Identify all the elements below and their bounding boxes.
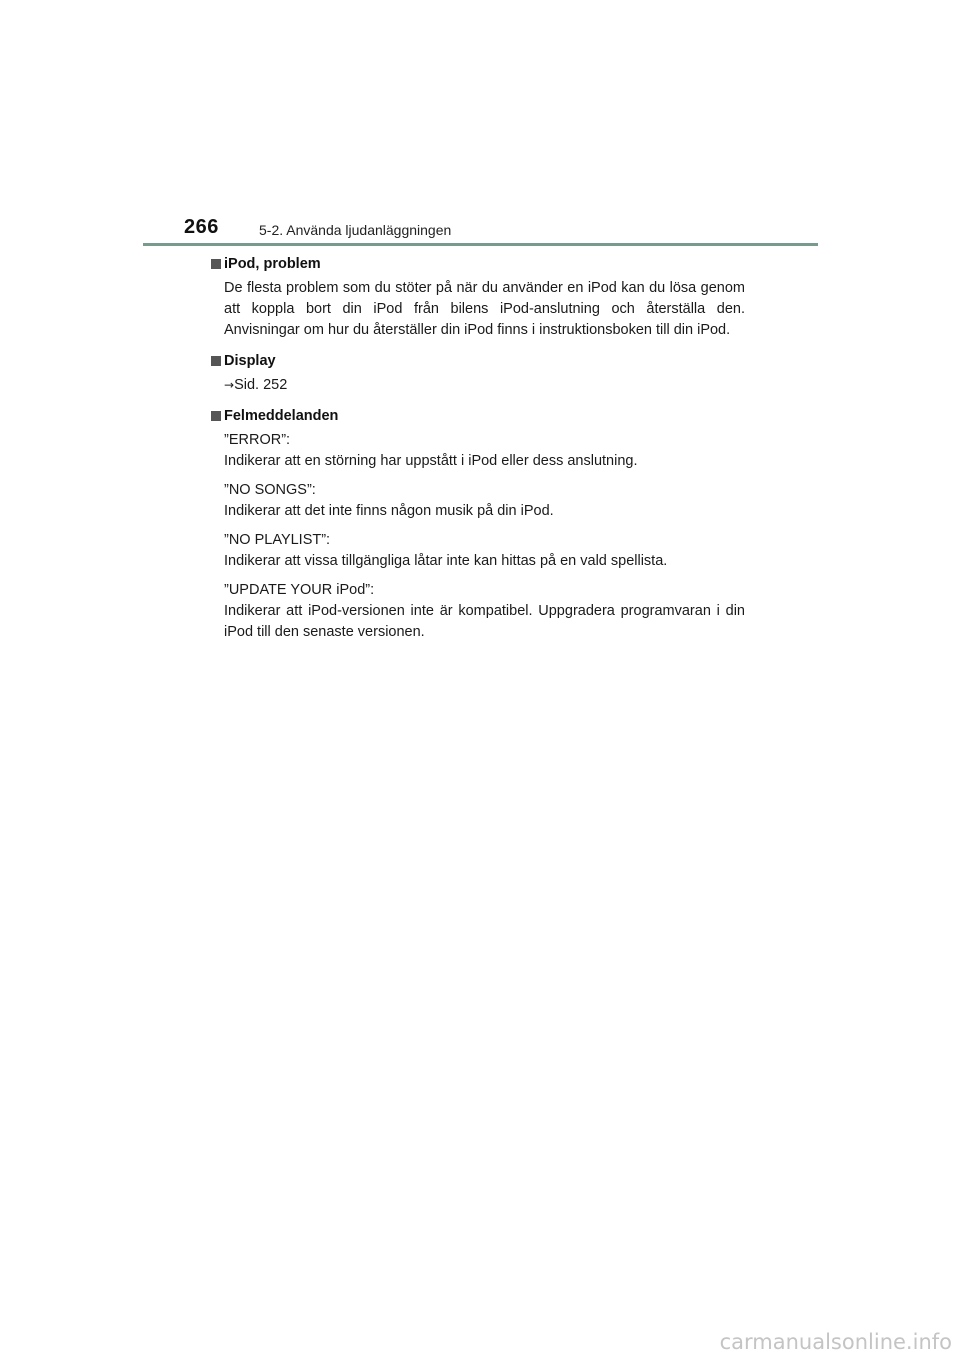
section-display <box>211 351 745 396</box>
error-description: Indikerar att det inte finns någon musik på din iPod. <box>224 503 554 519</box>
section-heading <box>211 351 745 372</box>
error-code: ”ERROR”: <box>224 432 291 448</box>
heading-text: Display <box>224 353 276 369</box>
heading-text: iPod, problem <box>224 256 321 272</box>
section-title: 5-2. Använda ljudanläggningen <box>259 222 452 238</box>
heading-text: Felmeddelanden <box>224 408 339 424</box>
error-description: Indikerar att en störning har uppstått i iPod eller dess anslutning. <box>224 453 638 469</box>
header-divider <box>143 243 818 246</box>
error-message-item <box>224 430 745 472</box>
reference-text: Sid. 252 <box>234 377 288 393</box>
arrow-right-icon: → <box>224 378 235 392</box>
error-description: Indikerar att iPod-versionen inte är kompatibel. Uppgradera programvaran i din iPod till den senaste versionen. <box>224 603 745 640</box>
section-heading <box>211 254 745 275</box>
error-message-item <box>224 580 745 643</box>
error-code: ”UPDATE YOUR iPod”: <box>224 582 375 598</box>
error-code: ”NO PLAYLIST”: <box>224 532 331 548</box>
square-bullet-icon <box>211 411 221 421</box>
paragraph: De flesta problem som du stöter på när du använder en iPod kan du lösa genom att koppla bort din iPod från bilens iPod-anslutning och återställa den. Anvisningar om hur du återställer din iPod finns i instruktionsboken till din iPod. <box>224 280 745 338</box>
page-number: 266 <box>184 216 219 238</box>
section-error-messages <box>211 406 745 643</box>
error-message-item <box>224 480 745 522</box>
page-header <box>184 214 744 244</box>
watermark: carmanualsonline.info <box>719 1330 952 1354</box>
page-content <box>211 254 745 653</box>
error-message-item <box>224 530 745 572</box>
square-bullet-icon <box>211 259 221 269</box>
error-description: Indikerar att vissa tillgängliga låtar inte kan hittas på en vald spellista. <box>224 553 668 569</box>
section-heading <box>211 406 745 427</box>
square-bullet-icon <box>211 356 221 366</box>
page-reference[interactable] <box>224 375 745 396</box>
error-code: ”NO SONGS”: <box>224 482 316 498</box>
section-ipod-problem <box>211 254 745 341</box>
